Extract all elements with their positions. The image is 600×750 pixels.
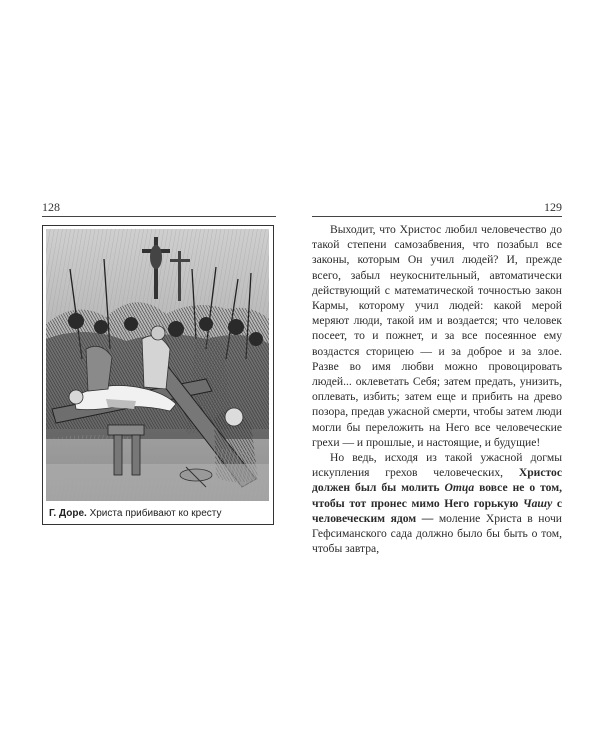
- caption-title: Христа прибивают ко кресту: [89, 508, 222, 519]
- illustration-frame: [42, 225, 274, 525]
- bold-phrase-1: Христос должен был бы молить: [312, 466, 562, 495]
- illustration-caption: [49, 508, 221, 520]
- left-page-number: 128: [42, 200, 60, 214]
- bold-phrase-2: вовсе не о том, чтобы тот пронес мимо Него горькую: [312, 481, 562, 510]
- engraving-illustration: [46, 229, 269, 501]
- right-page-number: 129: [544, 200, 562, 214]
- right-page-text: [312, 222, 562, 556]
- right-header-rule: [312, 216, 562, 217]
- bold-phrase-3: с человеческим ядом —: [312, 496, 562, 525]
- left-header-rule: [42, 216, 276, 217]
- paragraph-2-end: моление Христа в ночи Гефсиманского сада должно было бы быть о том, чтобы завтра,: [312, 511, 562, 556]
- paragraph-1: Выходит, что Христос любил человечество до такой степени самозабвения, что позабыл все законы, которым Он учил людей? И, прежде всего, забыл неукоснительный, автоматически действующий с математической точностью закон Кармы, которому учил людей: какой мерой меряют люди, такой им и воздается; что человек посеет, то и пожнет, и за все посеянное ему воздастся сторицею — и за доброе и за злое. Разве во имя любви можно провоцировать людей... оклеветать Себя; затем предать, унизить, оплевать, избить; затем еще и прибить на древо позора, предав ужасной смерти, чтобы затем люди могли бы переложить на Него все человеческие грехи — и прошлые, и настоящие, и будущие!: [312, 223, 562, 449]
- caption-author: Г. Доре.: [49, 508, 87, 519]
- paragraph-2: [312, 450, 562, 556]
- bold-italic-word-2: Чашу: [522, 496, 553, 510]
- right-page: [312, 200, 562, 570]
- left-page: [42, 200, 276, 570]
- bold-italic-word-1: Отца: [444, 481, 475, 495]
- paragraph-2-start: Но ведь, исходя из такой ужасной догмы искупления грехов человеческих,: [312, 451, 562, 480]
